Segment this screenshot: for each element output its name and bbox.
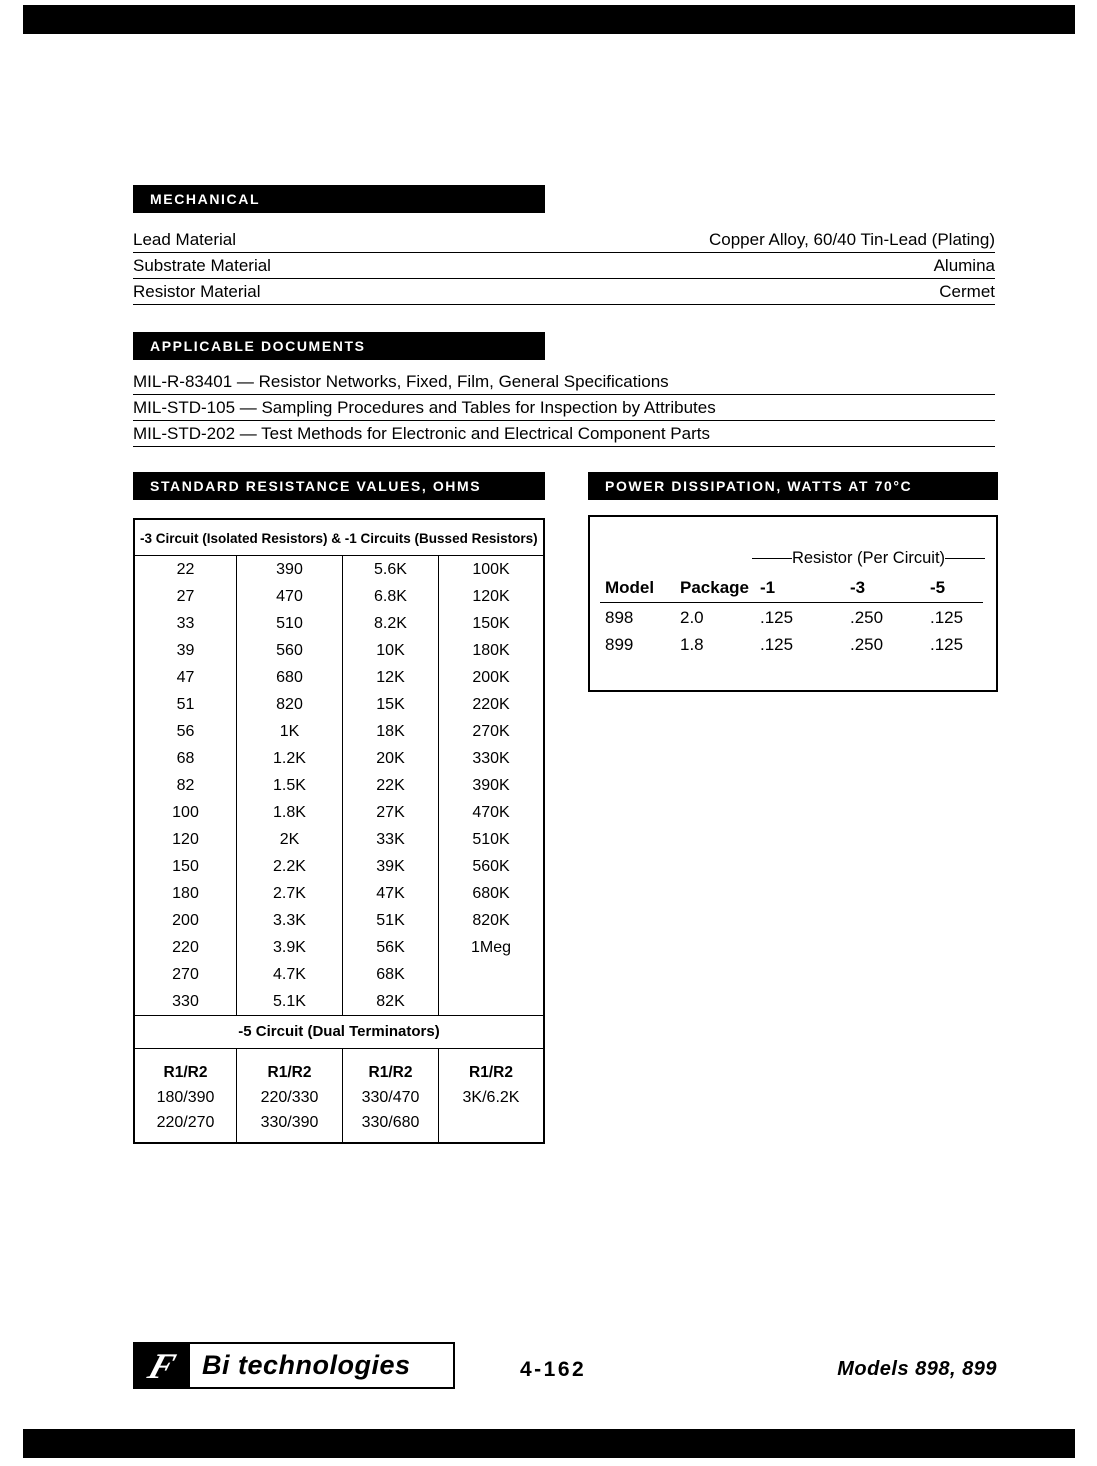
resistance-value-cell: 68	[135, 745, 237, 772]
spec-value: Alumina	[933, 256, 995, 275]
power-data-cell: 2.0	[680, 608, 704, 627]
power-header-row	[600, 576, 983, 603]
power-data-cell: .125	[930, 608, 964, 627]
resistance-value-cell: 200K	[472, 669, 510, 686]
power-column-header: -5	[930, 578, 946, 597]
resistance-value-cell: 820	[237, 691, 343, 718]
resistance-value-cell: 560K	[472, 858, 510, 875]
resistance-value-cell: 6.8K	[343, 583, 439, 610]
resistance-value-cell	[439, 988, 543, 1015]
resistance-values-grid	[135, 556, 543, 1015]
resistance-value-cell: 180K	[472, 642, 510, 659]
resistance-value-cell: 560	[237, 637, 343, 664]
dual-value-cell: 3K/6.2K	[462, 1089, 520, 1106]
resistance-value-cell: 820K	[472, 912, 510, 929]
resistance-value-cell: 390K	[472, 777, 510, 794]
section-title: STANDARD RESISTANCE VALUES, OHMS	[150, 478, 482, 494]
resistance-value-cell: 33	[135, 610, 237, 637]
page-number: 4-162	[520, 1358, 587, 1381]
models-label: Models 898, 899	[837, 1358, 997, 1380]
section-header-mechanical	[133, 185, 545, 213]
resistance-value-cell: 510K	[472, 831, 510, 848]
dual-value-cell: 330/470	[343, 1085, 439, 1110]
section-header-power-dissipation	[588, 472, 998, 500]
resistance-value-cell: 330K	[472, 750, 510, 767]
resistor-per-circuit-span	[752, 549, 985, 568]
dual-column-header: R1/R2	[343, 1049, 439, 1085]
power-column-header: Model	[605, 578, 655, 597]
spec-value: Cermet	[939, 282, 995, 301]
resistance-value-cell: 200	[135, 907, 237, 934]
resistance-value-cell: 3.3K	[237, 907, 343, 934]
dual-column-header: R1/R2	[135, 1049, 237, 1085]
dual-value-cell: 330/390	[237, 1110, 343, 1135]
resistance-value-cell: 51K	[343, 907, 439, 934]
bottom-rule-bar	[23, 1429, 1075, 1458]
dual-value-cell: 220/270	[135, 1110, 237, 1135]
bi-technologies-logo	[133, 1342, 455, 1389]
resistance-value-cell: 2K	[237, 826, 343, 853]
dual-value-cell	[439, 1110, 543, 1135]
spec-label: Resistor Material	[133, 282, 261, 301]
resistance-value-cell: 56	[135, 718, 237, 745]
spec-row	[133, 227, 995, 253]
resistance-value-cell: 47	[135, 664, 237, 691]
section-title: POWER DISSIPATION, WATTS AT 70°C	[605, 478, 913, 494]
resistance-value-cell: 2.7K	[237, 880, 343, 907]
dual-value-cell: 180/390	[135, 1085, 237, 1110]
section-title: MECHANICAL	[150, 191, 261, 207]
resistance-value-cell: 5.1K	[237, 988, 343, 1015]
section-title: APPLICABLE DOCUMENTS	[150, 338, 366, 354]
brand-name: Bi technologies	[202, 1350, 411, 1380]
resistance-value-cell: 1Meg	[470, 939, 512, 956]
resistance-value-cell: 1.2K	[237, 745, 343, 772]
span-rule-right	[945, 558, 985, 559]
logo-letter: F	[143, 1345, 181, 1386]
resistance-value-cell: 150K	[472, 615, 510, 632]
resistance-value-cell: 12K	[343, 664, 439, 691]
spec-label: Substrate Material	[133, 256, 271, 275]
resistance-value-cell: 47K	[343, 880, 439, 907]
spec-label: Lead Material	[133, 230, 237, 249]
resistance-value-cell: 470K	[472, 804, 510, 821]
power-data-cell: 899	[605, 635, 634, 654]
power-data-cell: .125	[760, 608, 794, 627]
mechanical-spec-table	[133, 227, 995, 305]
resistance-value-cell	[439, 961, 543, 988]
applicable-documents-list	[133, 369, 995, 447]
spec-value: Copper Alloy, 60/40 Tin-Lead (Plating)	[708, 230, 995, 249]
resistance-value-cell: 56K	[343, 934, 439, 961]
resistance-value-cell: 1.5K	[237, 772, 343, 799]
power-data-cell: 1.8	[680, 635, 704, 654]
logo-f-icon	[135, 1344, 190, 1387]
resistance-value-cell: 27	[135, 583, 237, 610]
power-data-row	[600, 603, 983, 630]
document-item: MIL-R-83401 — Resistor Networks, Fixed, Film, General Specifications	[133, 369, 995, 395]
spec-row	[133, 279, 995, 305]
power-data-cell: .125	[930, 635, 964, 654]
resistance-value-cell: 39	[135, 637, 237, 664]
power-column-header: -3	[850, 578, 866, 597]
document-item: MIL-STD-202 — Test Methods for Electronic and Electrical Component Parts	[133, 421, 995, 447]
resistance-value-cell: 680K	[472, 885, 510, 902]
power-column-header: Package	[680, 578, 749, 597]
dual-grid-spacer	[343, 1135, 439, 1142]
power-data-cell: .250	[850, 608, 884, 627]
resistance-values-table	[133, 518, 545, 1144]
resistance-value-cell: 270	[135, 961, 237, 988]
resistance-value-cell: 510	[237, 610, 343, 637]
resistance-value-cell: 5.6K	[343, 556, 439, 583]
resistance-value-cell: 4.7K	[237, 961, 343, 988]
resistance-value-cell: 18K	[343, 718, 439, 745]
power-dissipation-grid	[600, 576, 983, 657]
resistance-value-cell: 39K	[343, 853, 439, 880]
power-column-header: -1	[760, 578, 776, 597]
resistance-value-cell: 470	[237, 583, 343, 610]
dual-value-cell: 220/330	[237, 1085, 343, 1110]
resistance-value-cell: 8.2K	[343, 610, 439, 637]
resistance-value-cell: 100	[135, 799, 237, 826]
dual-value-cell: 330/680	[343, 1110, 439, 1135]
spec-row	[133, 253, 995, 279]
resistance-value-cell: 270K	[472, 723, 510, 740]
resistance-value-cell: 330	[135, 988, 237, 1015]
resistance-value-cell: 82	[135, 772, 237, 799]
resistance-value-cell: 1K	[237, 718, 343, 745]
resistance-value-cell: 27K	[343, 799, 439, 826]
resistance-value-cell: 120	[135, 826, 237, 853]
resistance-value-cell: 3.9K	[237, 934, 343, 961]
dual-grid-spacer	[439, 1135, 543, 1142]
top-rule-bar	[23, 5, 1075, 34]
dual-terminator-header: -5 Circuit (Dual Terminators)	[135, 1015, 543, 1049]
resistance-value-cell: 220	[135, 934, 237, 961]
resistance-value-cell: 100K	[472, 561, 510, 578]
resistance-value-cell: 150	[135, 853, 237, 880]
resistance-value-cell: 220K	[472, 696, 510, 713]
resistance-value-cell: 82K	[343, 988, 439, 1015]
resistance-value-cell: 680	[237, 664, 343, 691]
power-data-cell: 898	[605, 608, 634, 627]
resistance-table-header: -3 Circuit (Isolated Resistors) & -1 Circuits (Bussed Resistors)	[135, 520, 543, 556]
section-header-standard-resistance	[133, 472, 545, 500]
resistance-value-cell: 120K	[472, 588, 510, 605]
dual-column-header: R1/R2	[469, 1064, 513, 1081]
resistance-value-cell: 20K	[343, 745, 439, 772]
resistance-value-cell: 51	[135, 691, 237, 718]
dual-column-header: R1/R2	[237, 1049, 343, 1085]
span-label: Resistor (Per Circuit)	[791, 549, 946, 567]
dual-grid-spacer	[135, 1135, 237, 1142]
power-data-cell: .250	[850, 635, 884, 654]
resistance-value-cell: 180	[135, 880, 237, 907]
resistance-value-cell: 68K	[343, 961, 439, 988]
dual-terminator-grid	[135, 1049, 543, 1142]
resistance-value-cell: 22	[135, 556, 237, 583]
resistance-value-cell: 2.2K	[237, 853, 343, 880]
power-dissipation-table	[588, 515, 998, 692]
power-data-row	[600, 630, 983, 657]
resistance-value-cell: 22K	[343, 772, 439, 799]
power-data-cell: .125	[760, 635, 794, 654]
span-rule-left	[752, 558, 792, 559]
document-item: MIL-STD-105 — Sampling Procedures and Tables for Inspection by Attributes	[133, 395, 995, 421]
section-header-applicable-documents	[133, 332, 545, 360]
resistance-value-cell: 1.8K	[237, 799, 343, 826]
dual-grid-spacer	[237, 1135, 343, 1142]
resistance-value-cell: 390	[237, 556, 343, 583]
resistance-value-cell: 33K	[343, 826, 439, 853]
resistance-value-cell: 15K	[343, 691, 439, 718]
resistance-value-cell: 10K	[343, 637, 439, 664]
